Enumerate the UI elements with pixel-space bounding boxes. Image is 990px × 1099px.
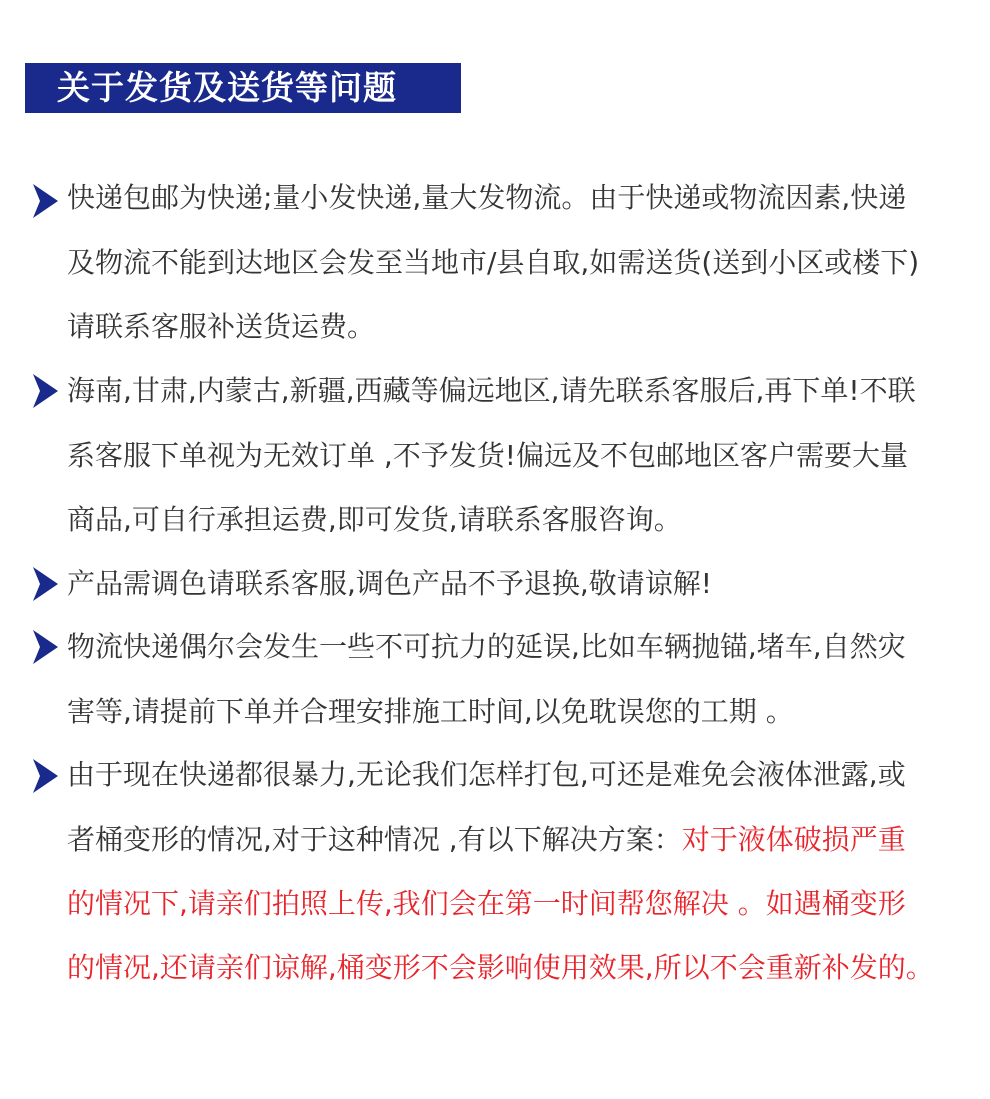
note-line: 系客服下单视为无效订单 ,不予发货!偏远及不包邮地区客户需要大量 bbox=[67, 439, 909, 472]
triangle-bullet-icon bbox=[31, 758, 59, 794]
note-highlight-text: 对于液体破损严重 bbox=[681, 823, 906, 856]
note-line: 商品,可自行承担运费,即可发货,请联系客服咨询。 bbox=[67, 503, 682, 536]
note-line: 快递包邮为快递;量小发快递,量大发物流。由于快递或物流因素,快递 bbox=[67, 181, 907, 214]
note-line: 物流快递偶尔会发生一些不可抗力的延误,比如车辆抛锚,堵车,自然灾 bbox=[67, 630, 906, 663]
note-line: 及物流不能到达地区会发至当地市/县自取,如需送货(送到小区或楼下) bbox=[67, 246, 920, 279]
note-line bbox=[67, 822, 987, 858]
note-highlight-line: 的情况下,请亲们拍照上传,我们会在第一时间帮您解决 。如遇桶变形 bbox=[67, 887, 906, 920]
note-line: 海南,甘肃,内蒙古,新疆,西藏等偏远地区,请先联系客服后,再下单!不联 bbox=[67, 374, 916, 407]
note-line: 请联系客服补送货运费。 bbox=[67, 310, 376, 343]
triangle-bullet-icon bbox=[31, 373, 59, 409]
triangle-bullet-icon bbox=[31, 566, 59, 602]
note-line: 由于现在快递都很暴力,无论我们怎样打包,可还是难免会液体泄露,或 bbox=[67, 758, 906, 791]
note-highlight-line: 的情况,还请亲们谅解,桶变形不会影响使用效果,所以不会重新补发的。 bbox=[67, 951, 934, 984]
note-line: 产品需调色请联系客服,调色产品不予退换,敬请谅解! bbox=[67, 567, 713, 600]
triangle-bullet-icon bbox=[31, 183, 59, 219]
page-title: 关于发货及送货等问题 bbox=[25, 63, 461, 113]
note-line: 害等,请提前下单并合理安排施工时间,以免耽误您的工期 。 bbox=[67, 695, 794, 728]
note-text: 者桶变形的情况,对于这种情况 ,有以下解决方案： bbox=[67, 823, 682, 856]
triangle-bullet-icon bbox=[31, 629, 59, 665]
